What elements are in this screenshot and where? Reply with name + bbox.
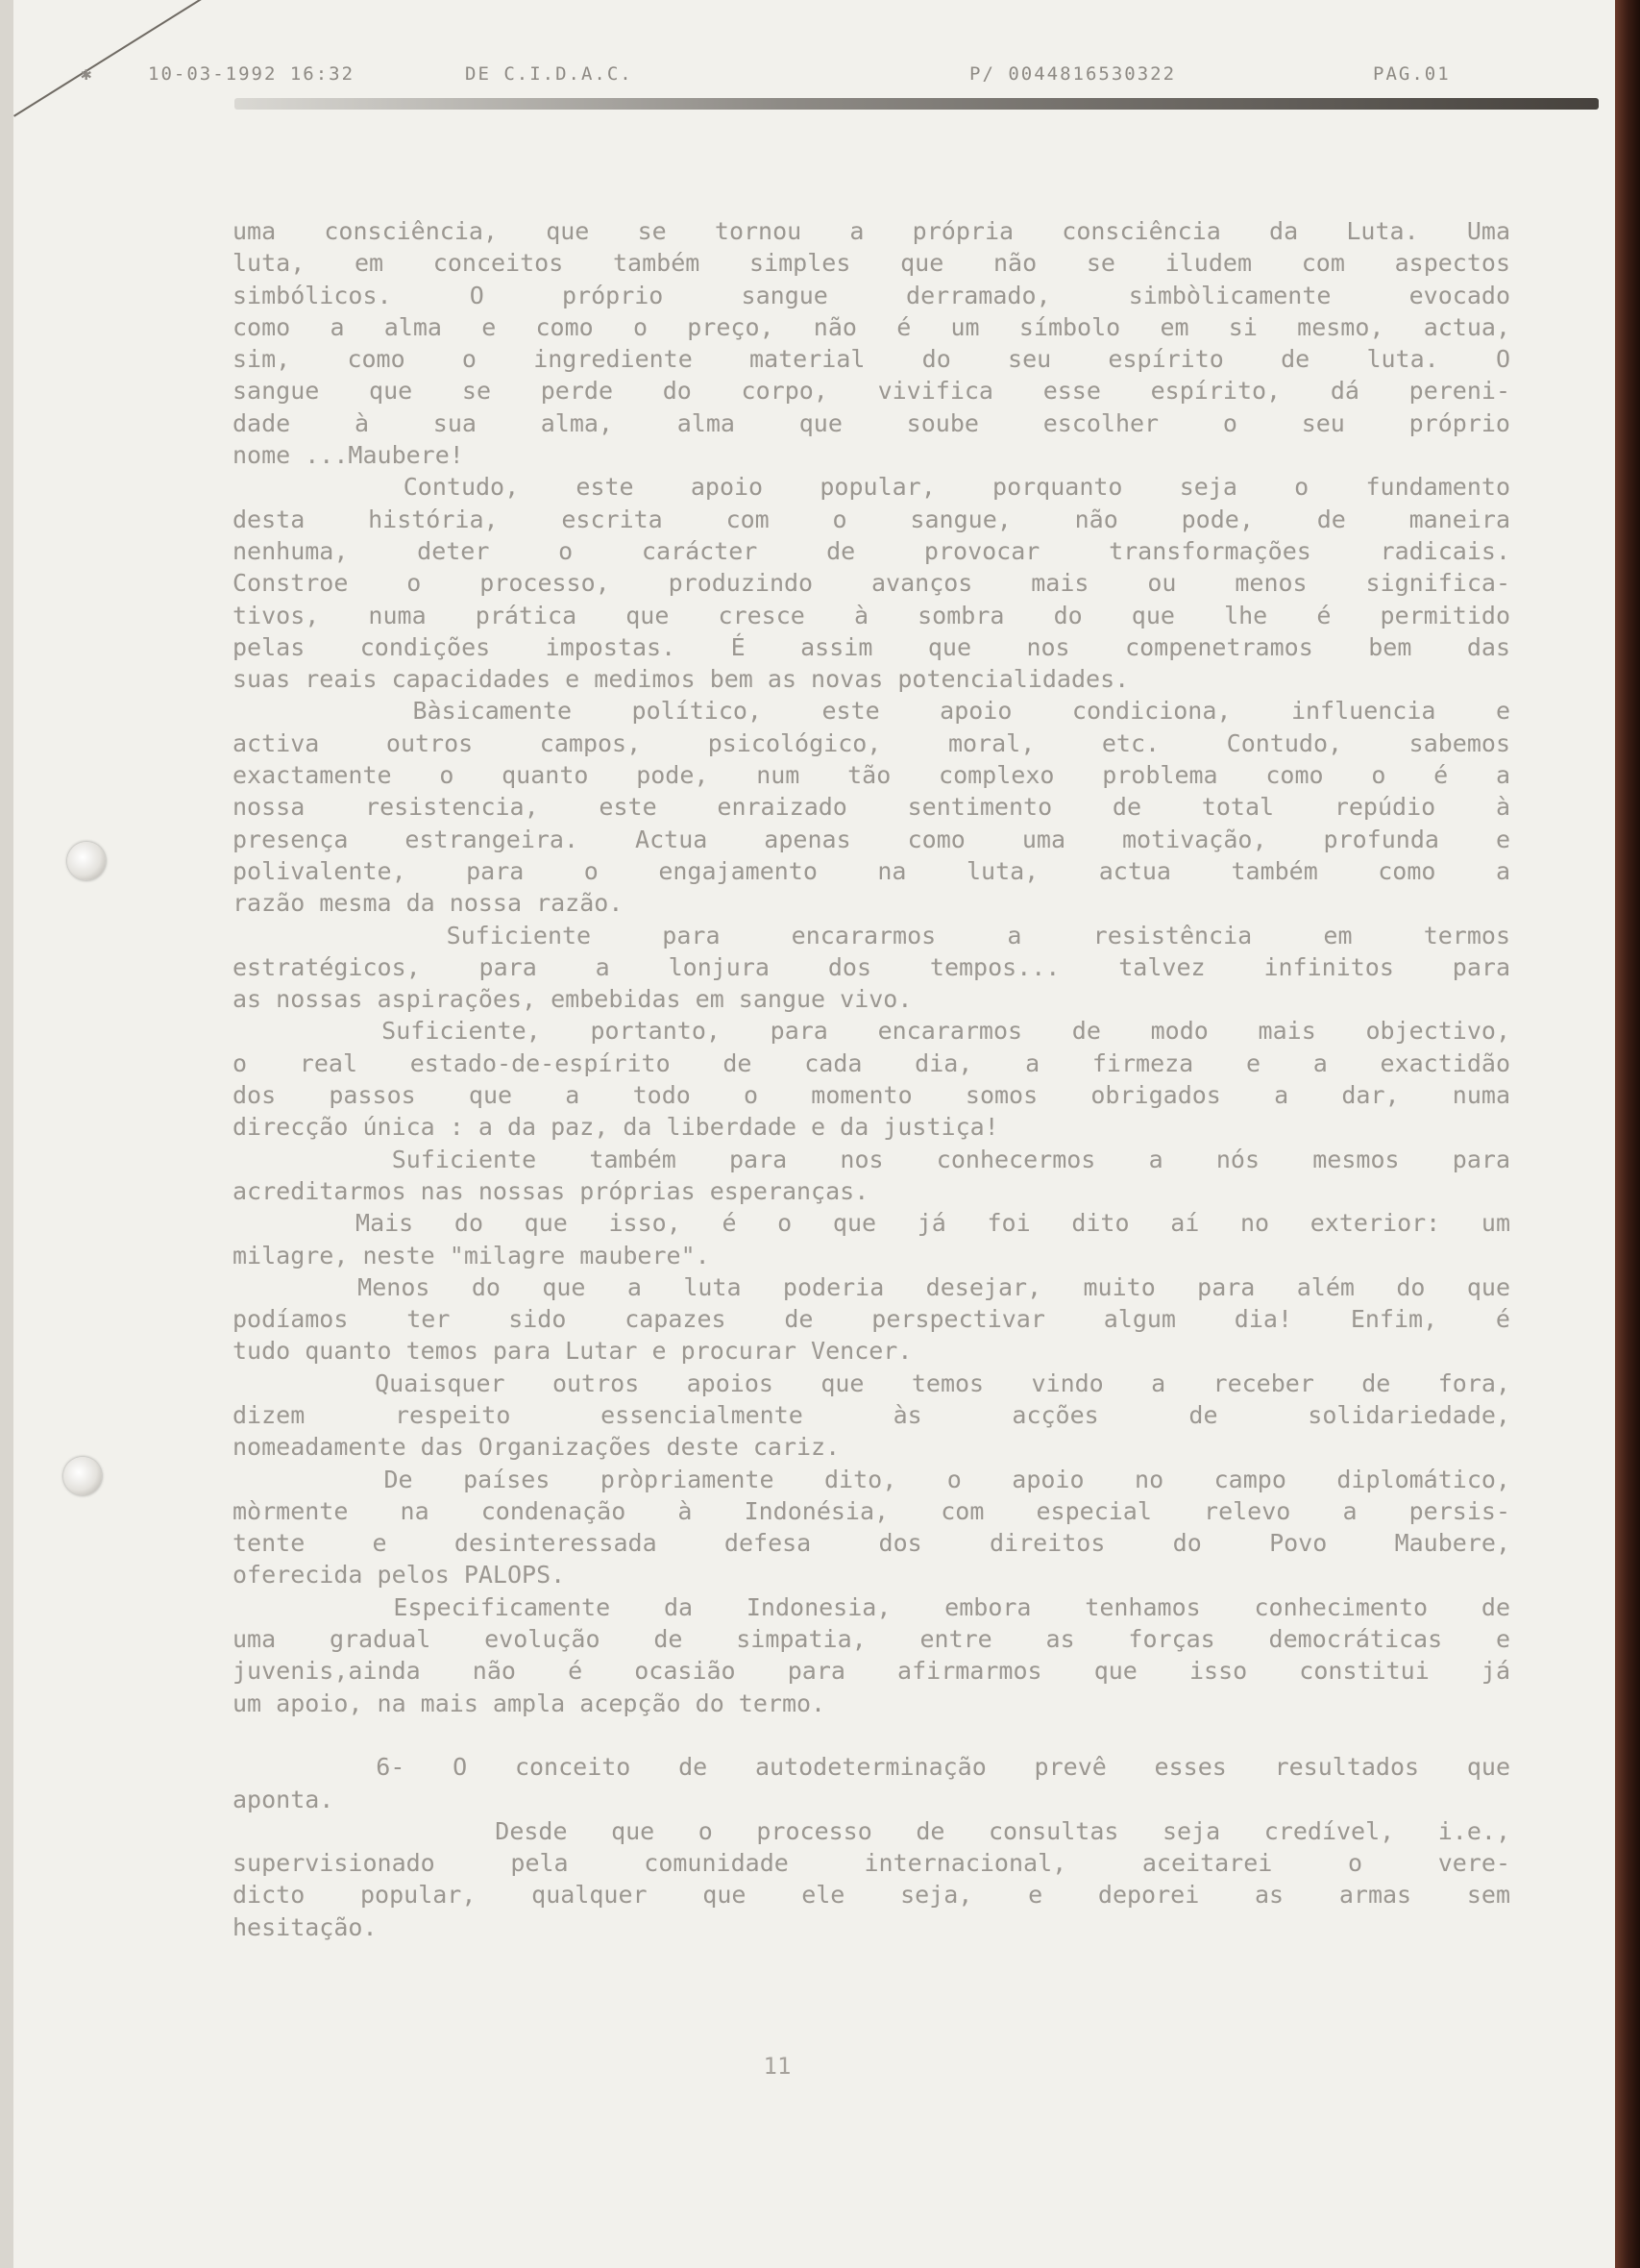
text-line: Constroe o processo, produzindo avanços mais ou menos significa- bbox=[233, 569, 1510, 598]
text-line: sim, como o ingrediente material do seu espírito de luta. O bbox=[233, 345, 1510, 374]
binder-spine bbox=[1615, 0, 1640, 2268]
text-line: Desde que o processo de consultas seja credível, i.e., bbox=[233, 1816, 1510, 1845]
text-line: nome ...Maubere! bbox=[233, 441, 464, 470]
body-text bbox=[233, 215, 1510, 1943]
text-line: dos passos que a todo o momento somos obrigados a dar, numa bbox=[233, 1081, 1510, 1110]
fax-mark-icon: ✱ bbox=[81, 63, 94, 85]
text-line: uma consciência, que se tornou a própria consciência da Luta. Uma bbox=[233, 217, 1510, 245]
document-page bbox=[13, 0, 1615, 2268]
text-line: estratégicos, para a lonjura dos tempos... talvez infinitos para bbox=[233, 952, 1510, 981]
text-line: oferecida pelos PALOPS. bbox=[233, 1561, 566, 1590]
text-line: uma gradual evolução de simpatia, entre as forças democráticas e bbox=[233, 1625, 1510, 1654]
text-line: como a alma e como o preço, não é um símbolo em si mesmo, actua, bbox=[233, 312, 1510, 341]
text-line: desta história, escrita com o sangue, não pode, de maneira bbox=[233, 505, 1510, 533]
text-line: simbólicos. O próprio sangue derramado, simbòlicamente evocado bbox=[233, 281, 1510, 309]
text-line: Suficiente para encararmos a resistência em termos bbox=[233, 921, 1510, 949]
text-line: 6- O conceito de autodeterminação prevê esses resultados que bbox=[233, 1753, 1510, 1782]
text-line: podíamos ter sido capazes de perspectivar algum dia! Enfim, é bbox=[233, 1305, 1510, 1334]
page-number: 11 bbox=[763, 2053, 792, 2080]
text-line: as nossas aspirações, embebidas em sangue vivo. bbox=[233, 985, 913, 1014]
text-line: dicto popular, qualquer que ele seja, e deporei as armas sem bbox=[233, 1881, 1510, 1910]
fax-datetime: 10-03-1992 16:32 bbox=[148, 63, 355, 85]
blank-line bbox=[233, 1719, 1510, 1751]
text-line: Bàsicamente político, este apoio condiciona, influencia e bbox=[233, 697, 1510, 726]
text-line: Quaisquer outros apoios que temos vindo a receber de fora, bbox=[233, 1368, 1510, 1397]
text-line: tudo quanto temos para Lutar e procurar Vencer. bbox=[233, 1337, 913, 1366]
text-line: sangue que se perde do corpo, vivifica esse espírito, dá pereni- bbox=[233, 377, 1510, 406]
page-fold-crease bbox=[13, 0, 286, 239]
text-line: razão mesma da nossa razão. bbox=[233, 889, 624, 918]
text-line: nomeadamente das Organizações deste cariz. bbox=[233, 1433, 841, 1462]
fax-header bbox=[81, 63, 1541, 92]
text-line: mòrmente na condenação à Indonésia, com especial relevo a persis- bbox=[233, 1496, 1510, 1525]
text-line: dade à sua alma, alma que soube escolher o seu próprio bbox=[233, 408, 1510, 437]
text-line: hesitação. bbox=[233, 1912, 378, 1941]
text-line: juvenis,ainda não é ocasião para afirmarmos que isso constitui já bbox=[233, 1657, 1510, 1686]
text-line: tente e desinteressada defesa dos direitos do Povo Maubere, bbox=[233, 1529, 1510, 1558]
text-line: o real estado-de-espírito de cada dia, a firmeza e a exactidão bbox=[233, 1048, 1510, 1077]
text-line: milagre, neste "milagre maubere". bbox=[233, 1241, 710, 1270]
punch-hole bbox=[63, 1457, 102, 1495]
text-line: Menos do que a luta poderia desejar, muito para além do que bbox=[233, 1272, 1510, 1301]
text-line: supervisionado pela comunidade internacional, aceitarei o vere- bbox=[233, 1849, 1510, 1878]
text-line: Mais do que isso, é o que já foi dito aí no exterior: um bbox=[233, 1209, 1510, 1238]
text-line: nenhuma, deter o carácter de provocar transformações radicais. bbox=[233, 536, 1510, 565]
text-line: pelas condições impostas. É assim que nos compenetramos bem das bbox=[233, 632, 1510, 661]
text-line: suas reais capacidades e medimos bem as novas potencialidades. bbox=[233, 665, 1130, 694]
text-line: Especificamente da Indonesia, embora tenhamos conhecimento de bbox=[233, 1592, 1510, 1621]
fax-page: PAG.01 bbox=[1373, 63, 1451, 85]
punch-hole bbox=[67, 842, 106, 880]
text-line: um apoio, na mais ampla acepção do termo. bbox=[233, 1689, 826, 1717]
fax-sender: DE C.I.D.A.C. bbox=[465, 63, 633, 85]
text-line: Suficiente também para nos conhecermos a nós mesmos para bbox=[233, 1145, 1510, 1173]
text-line: exactamente o quanto pode, num tão complexo problema como o é a bbox=[233, 761, 1510, 790]
text-line: activa outros campos, psicológico, moral, etc. Contudo, sabemos bbox=[233, 728, 1510, 757]
fax-header-rule bbox=[234, 98, 1599, 110]
text-line: direcção única : a da paz, da liberdade e da justiça! bbox=[233, 1113, 999, 1142]
text-line: De países pròpriamente dito, o apoio no campo diplomático, bbox=[233, 1465, 1510, 1493]
text-line: dizem respeito essencialmente às acções de solidariedade, bbox=[233, 1400, 1510, 1429]
fax-recipient: P/ 0044816530322 bbox=[969, 63, 1177, 85]
text-line: aponta. bbox=[233, 1785, 334, 1813]
text-line: presença estrangeira. Actua apenas como uma motivação, profunda e bbox=[233, 825, 1510, 853]
text-line: tivos, numa prática que cresce à sombra do que lhe é permitido bbox=[233, 601, 1510, 629]
text-line: Contudo, este apoio popular, porquanto seja o fundamento bbox=[233, 473, 1510, 502]
text-line: polivalente, para o engajamento na luta, actua também como a bbox=[233, 856, 1510, 885]
text-line: Suficiente, portanto, para encararmos de modo mais objectivo, bbox=[233, 1017, 1510, 1046]
text-line: nossa resistencia, este enraizado sentimento de total repúdio à bbox=[233, 793, 1510, 822]
text-line: luta, em conceitos também simples que não se iludem com aspectos bbox=[233, 249, 1510, 278]
text-line: acreditarmos nas nossas próprias esperanças. bbox=[233, 1176, 869, 1205]
